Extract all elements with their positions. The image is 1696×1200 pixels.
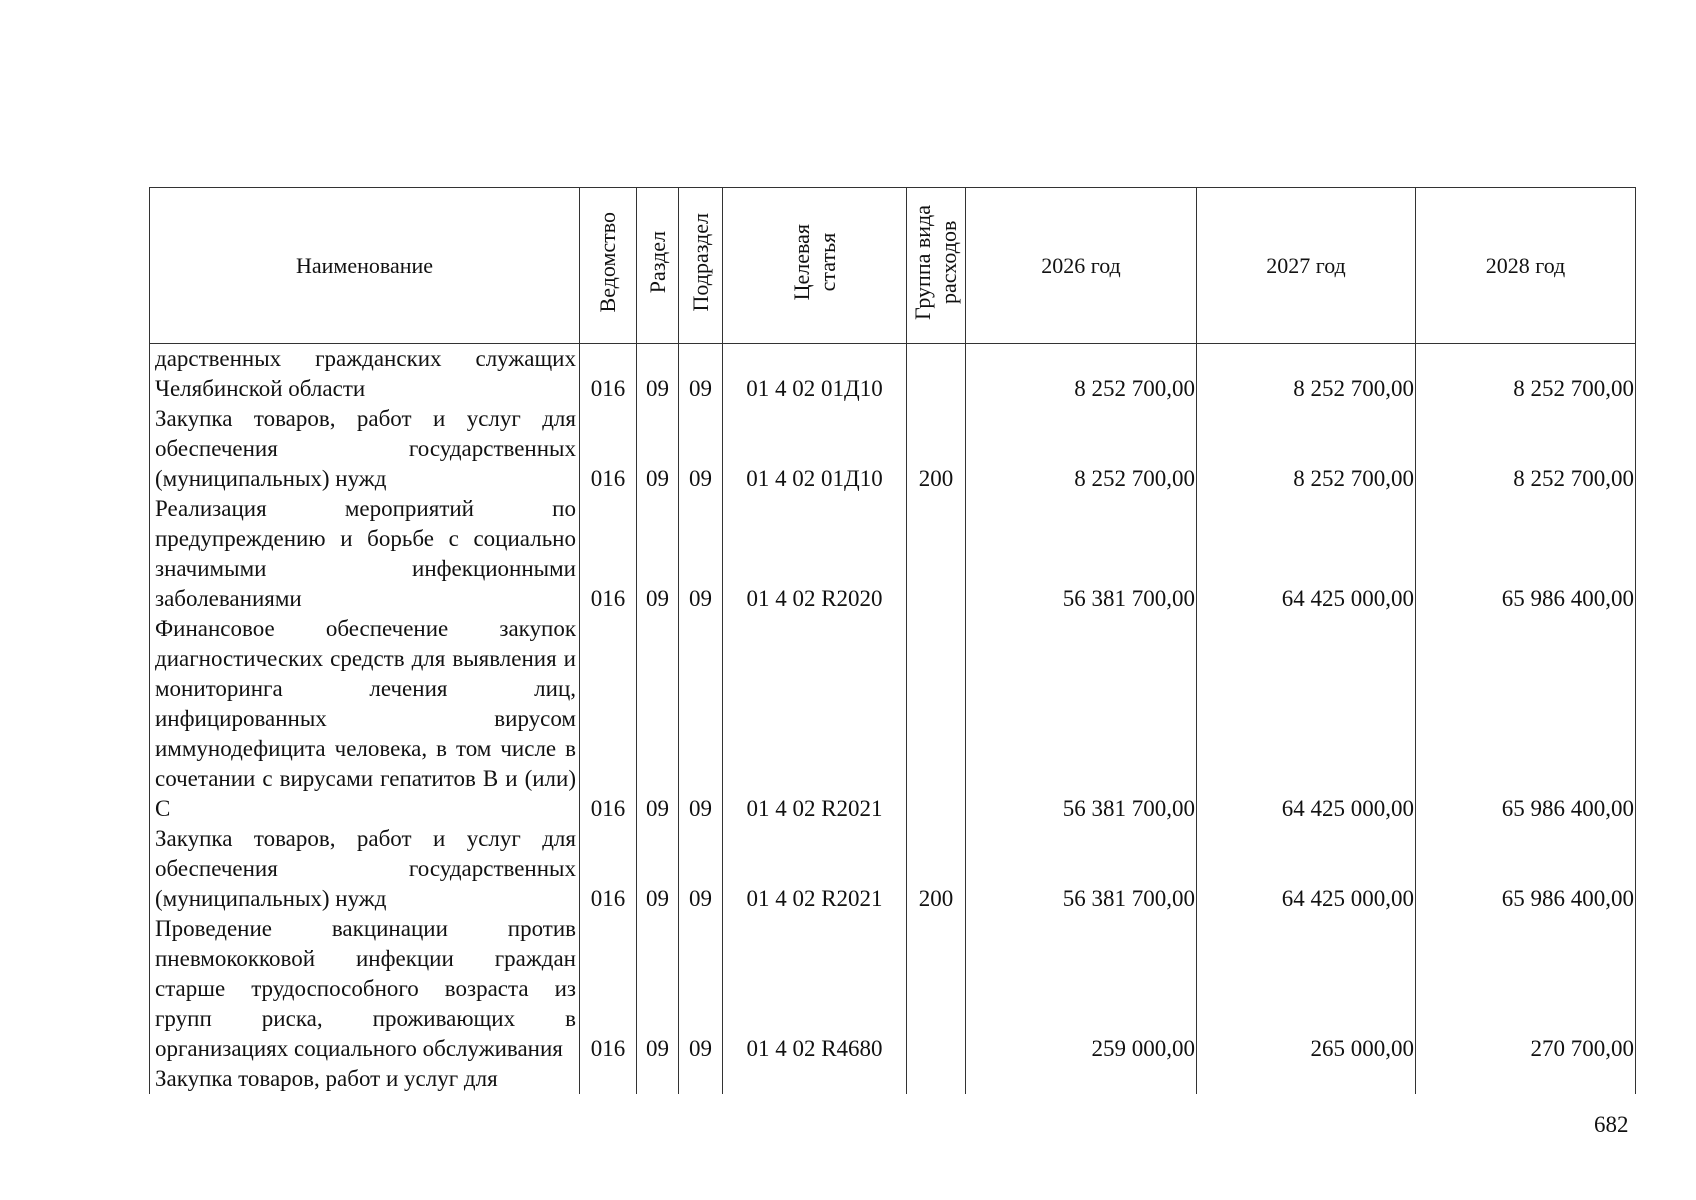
cell-razdel: 09 — [637, 404, 679, 494]
header-podrazdel: Подраздел — [679, 188, 723, 344]
cell-razdel: 09 — [637, 824, 679, 914]
cell-gruppa — [907, 494, 966, 614]
cell-podrazdel: 09 — [679, 914, 723, 1064]
header-razdel: Раздел — [637, 188, 679, 344]
cell-vedomstvo: 016 — [580, 824, 637, 914]
header-2028: 2028 год — [1416, 188, 1636, 344]
cell-2027: 64 425 000,00 — [1197, 614, 1416, 824]
cell-vedomstvo: 016 — [580, 914, 637, 1064]
cell-celevaya-statya: 01 4 02 R2021 — [723, 824, 907, 914]
header-celevaya-statya: Целевая статья — [723, 188, 907, 344]
cell-podrazdel: 09 — [679, 614, 723, 824]
cell-podrazdel — [679, 1064, 723, 1094]
cell-razdel: 09 — [637, 614, 679, 824]
cell-name: Проведение вакцинации против пневмококковой инфекции граждан старше трудоспособного возраста из групп риска, проживающих в организациях социального обслуживания — [150, 914, 580, 1064]
table-header — [150, 188, 1636, 344]
table-row — [150, 344, 1636, 405]
header-2027: 2027 год — [1197, 188, 1416, 344]
cell-celevaya-statya: 01 4 02 01Д10 — [723, 344, 907, 405]
table-row — [150, 1064, 1636, 1094]
cell-vedomstvo: 016 — [580, 494, 637, 614]
table-row — [150, 404, 1636, 494]
cell-gruppa — [907, 344, 966, 405]
cell-podrazdel: 09 — [679, 404, 723, 494]
cell-celevaya-statya — [723, 1064, 907, 1094]
table-row — [150, 614, 1636, 824]
cell-2028: 8 252 700,00 — [1416, 344, 1636, 405]
budget-table — [149, 187, 1636, 1094]
cell-vedomstvo: 016 — [580, 614, 637, 824]
page-number: 682 — [1594, 1112, 1629, 1137]
cell-celevaya-statya: 01 4 02 01Д10 — [723, 404, 907, 494]
cell-podrazdel: 09 — [679, 824, 723, 914]
cell-name: дарственных гражданских служащих Челябинской области — [150, 344, 580, 405]
cell-gruppa: 200 — [907, 824, 966, 914]
cell-2028: 65 986 400,00 — [1416, 824, 1636, 914]
table-row — [150, 914, 1636, 1064]
cell-2026: 8 252 700,00 — [966, 344, 1197, 405]
cell-gruppa — [907, 914, 966, 1064]
table-body — [150, 344, 1636, 1095]
cell-2027: 265 000,00 — [1197, 914, 1416, 1064]
cell-2026: 56 381 700,00 — [966, 614, 1197, 824]
cell-name: Закупка товаров, работ и услуг для обеспечения государственных (муниципальных) нужд — [150, 824, 580, 914]
cell-2028: 65 986 400,00 — [1416, 494, 1636, 614]
cell-vedomstvo — [580, 1064, 637, 1094]
cell-2027: 64 425 000,00 — [1197, 824, 1416, 914]
cell-vedomstvo: 016 — [580, 344, 637, 405]
cell-2026: 56 381 700,00 — [966, 494, 1197, 614]
cell-2026: 56 381 700,00 — [966, 824, 1197, 914]
cell-gruppa: 200 — [907, 404, 966, 494]
header-vedomstvo: Ведомство — [580, 188, 637, 344]
cell-2028: 270 700,00 — [1416, 914, 1636, 1064]
cell-2026: 259 000,00 — [966, 914, 1197, 1064]
header-name: Наименование — [150, 188, 580, 344]
cell-2026: 8 252 700,00 — [966, 404, 1197, 494]
cell-celevaya-statya: 01 4 02 R2020 — [723, 494, 907, 614]
table-row — [150, 494, 1636, 614]
cell-razdel: 09 — [637, 494, 679, 614]
cell-name: Финансовое обеспечение закупок диагностических средств для выявления и мониторинга лечения лиц, инфицированных вирусом иммунодефицита человека, в том числе в сочетании с вирусами гепатитов B и (или) C — [150, 614, 580, 824]
cell-celevaya-statya: 01 4 02 R2021 — [723, 614, 907, 824]
cell-2028: 8 252 700,00 — [1416, 404, 1636, 494]
header-gruppa-vida-rashodov: Группа вида расходов — [907, 188, 966, 344]
cell-2027: 8 252 700,00 — [1197, 404, 1416, 494]
cell-razdel — [637, 1064, 679, 1094]
cell-2027: 8 252 700,00 — [1197, 344, 1416, 405]
cell-podrazdel: 09 — [679, 494, 723, 614]
cell-name: Закупка товаров, работ и услуг для — [150, 1064, 580, 1094]
header-2026: 2026 год — [966, 188, 1197, 344]
cell-2026 — [966, 1064, 1197, 1094]
cell-name: Реализация мероприятий по предупреждению и борьбе с социально значимыми инфекционными заболеваниями — [150, 494, 580, 614]
cell-gruppa — [907, 614, 966, 824]
cell-vedomstvo: 016 — [580, 404, 637, 494]
cell-celevaya-statya: 01 4 02 R4680 — [723, 914, 907, 1064]
cell-podrazdel: 09 — [679, 344, 723, 405]
cell-name: Закупка товаров, работ и услуг для обеспечения государственных (муниципальных) нужд — [150, 404, 580, 494]
cell-2028: 65 986 400,00 — [1416, 614, 1636, 824]
cell-razdel: 09 — [637, 344, 679, 405]
cell-gruppa — [907, 1064, 966, 1094]
cell-2028 — [1416, 1064, 1636, 1094]
cell-2027: 64 425 000,00 — [1197, 494, 1416, 614]
cell-2027 — [1197, 1064, 1416, 1094]
table-row — [150, 824, 1636, 914]
cell-razdel: 09 — [637, 914, 679, 1064]
